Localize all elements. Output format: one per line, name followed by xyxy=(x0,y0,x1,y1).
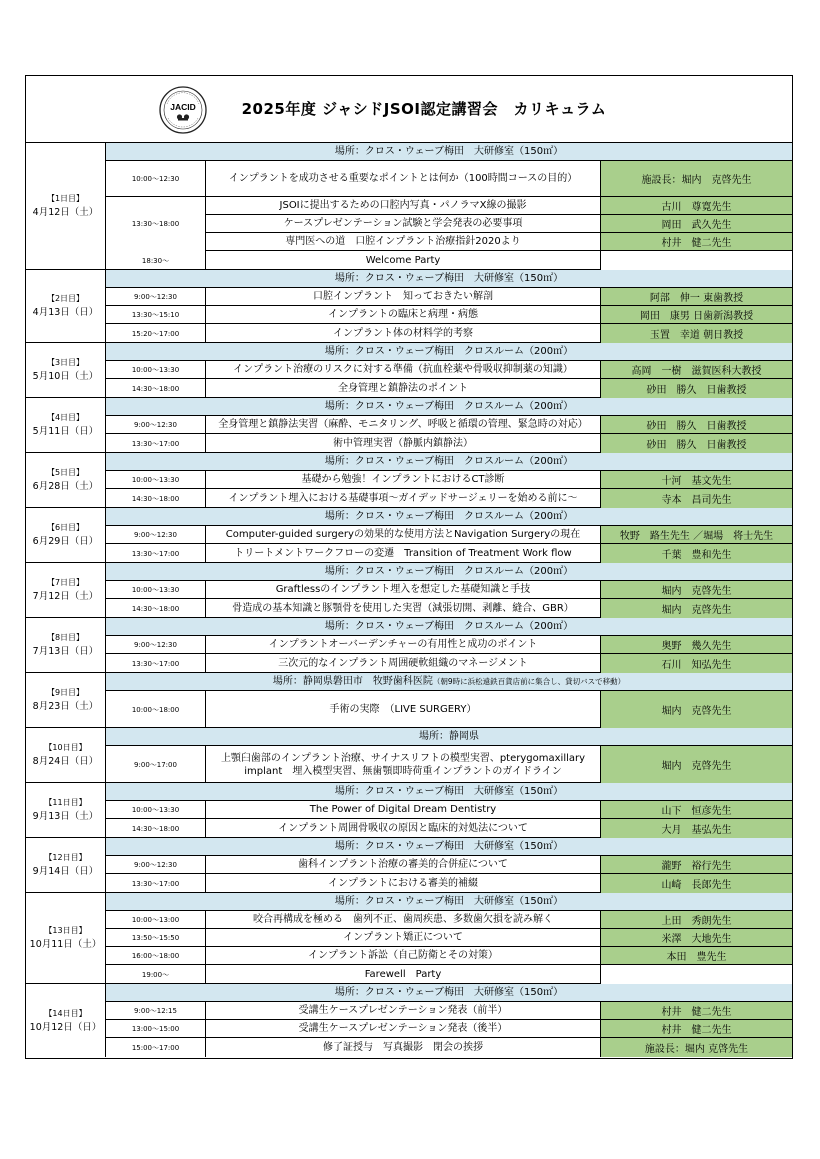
day-number: 【13日目】 xyxy=(44,926,87,935)
topic-cell: 専門医への道 口腔インプラント治療指針2020より xyxy=(206,233,601,250)
lecturer-cell: 砂田 勝久 日歯教授 xyxy=(601,379,792,398)
time-cell: 13:30～17:00 xyxy=(106,874,206,893)
topic-cell: インプラント治療のリスクに対する準備（抗血栓薬や骨吸収抑制薬の知識） xyxy=(206,361,601,378)
session-day-4 xyxy=(26,398,792,453)
venue-row xyxy=(106,398,792,416)
time-cell: 13:30～15:10 xyxy=(106,306,206,323)
time-cell: 13:30～18:00 xyxy=(106,197,206,251)
time-cell: 10:00～18:00 xyxy=(106,691,206,728)
lecture-row xyxy=(106,215,792,233)
topic-cell: Graftlessのインプラント埋入を想定した基礎知識と手技 xyxy=(206,581,601,598)
session-day-14 xyxy=(26,984,792,1057)
lecture-row xyxy=(106,599,792,618)
topic-cell: The Power of Digital Dream Dentistry xyxy=(206,801,601,818)
lecturer-cell: 村井 健二先生 xyxy=(601,1020,792,1037)
lecture-row xyxy=(106,636,792,654)
venue-label: 場所：クロス・ウェーブ梅田 クロスルーム（200㎡） xyxy=(324,621,574,632)
venue-label: 場所：クロス・ウェーブ梅田 クロスルーム（200㎡） xyxy=(324,401,574,412)
lecturer-cell: 山崎 長郎先生 xyxy=(601,874,792,893)
day-date: 6月28日（土） xyxy=(32,481,99,492)
venue-label: 場所：クロス・ウェーブ梅田 大研修室（150㎡） xyxy=(334,987,564,998)
time-cell: 9:00～12:15 xyxy=(106,1002,206,1019)
day-number: 【10日目】 xyxy=(44,743,87,752)
lecturer-cell: 施設長：堀内 克啓先生 xyxy=(601,161,792,196)
day-number: 【2日目】 xyxy=(46,294,85,303)
day-date: 4月12日（土） xyxy=(32,207,99,218)
time-cell: 10:00～13:30 xyxy=(106,471,206,488)
lecturer-cell: 山下 恒彦先生 xyxy=(601,801,792,818)
lecturer-cell: 堀内 克啓先生 xyxy=(601,599,792,618)
lecturer-cell: 岡田 武久先生 xyxy=(601,215,792,232)
lecturer-cell: 堀内 克啓先生 xyxy=(601,746,792,783)
day-cell xyxy=(26,838,106,892)
lecturer-cell: 寺本 昌司先生 xyxy=(601,489,792,508)
day-date: 10月11日（土） xyxy=(29,939,102,950)
venue-row xyxy=(106,984,792,1002)
lecturer-cell: 砂田 勝久 日歯教授 xyxy=(601,434,792,453)
topic-cell: インプラント体の材料学的考察 xyxy=(206,324,601,343)
day-date: 7月13日（日） xyxy=(32,646,99,657)
day-number: 【7日目】 xyxy=(46,578,85,587)
time-cell: 9:00～12:30 xyxy=(106,288,206,305)
time-cell: 9:00～12:30 xyxy=(106,856,206,873)
lecturer-cell xyxy=(601,965,792,984)
venue-row xyxy=(106,343,792,361)
day-number: 【6日目】 xyxy=(46,523,85,532)
lecturer-cell: 瀧野 裕行先生 xyxy=(601,856,792,873)
venue-label: 場所：クロス・ウェーブ梅田 クロスルーム（200㎡） xyxy=(324,346,574,357)
topic-cell: 口腔インプラント 知っておきたい解剖 xyxy=(206,288,601,305)
day-cell xyxy=(26,343,106,397)
session-day-11 xyxy=(26,783,792,838)
lecture-row xyxy=(106,324,792,343)
lecture-row xyxy=(106,526,792,544)
lecturer-cell: 十河 基文先生 xyxy=(601,471,792,488)
lecture-row xyxy=(106,856,792,874)
day-cell xyxy=(26,893,106,983)
lecturer-cell: 大月 基弘先生 xyxy=(601,819,792,838)
topic-cell: ケースプレゼンテーション試験と学会発表の必要事項 xyxy=(206,215,601,232)
venue-row xyxy=(106,893,792,911)
time-cell: 13:30～17:00 xyxy=(106,654,206,673)
session-day-5 xyxy=(26,453,792,508)
session-day-10 xyxy=(26,728,792,783)
lecturer-cell: 岡田 康男 日歯新潟教授 xyxy=(601,306,792,323)
svg-text:JACID: JACID xyxy=(170,102,196,112)
lecture-row xyxy=(106,434,792,453)
lecture-row xyxy=(106,306,792,324)
time-cell: 19:00～ xyxy=(106,965,206,984)
topic-cell: 三次元的なインプラント周囲硬軟組織のマネージメント xyxy=(206,654,601,673)
session-day-2 xyxy=(26,270,792,343)
venue-label: 場所：クロス・ウェーブ梅田 大研修室（150㎡） xyxy=(334,896,564,907)
time-cell: 9:00～17:00 xyxy=(106,746,206,783)
lecture-row xyxy=(106,416,792,434)
time-cell: 9:00～12:30 xyxy=(106,416,206,433)
topic-cell: 受講生ケースプレゼンテーション発表（後半） xyxy=(206,1020,601,1037)
lecture-row xyxy=(106,654,792,673)
session-day-13 xyxy=(26,893,792,984)
lecturer-cell: 石川 知弘先生 xyxy=(601,654,792,673)
time-cell: 10:00～13:30 xyxy=(106,581,206,598)
topic-cell: インプラント周囲骨吸収の原因と臨床的対処法について xyxy=(206,819,601,838)
time-cell: 10:00～13:30 xyxy=(106,361,206,378)
day-number: 【3日目】 xyxy=(46,358,85,367)
topic-cell: インプラント埋入における基礎事項～ガイデッドサージェリーを始める前に～ xyxy=(206,489,601,508)
lecture-row xyxy=(106,581,792,599)
topic-cell: インプラントを成功させる重要なポイントとは何か（100時間コースの目的） xyxy=(206,161,601,196)
lecture-row xyxy=(106,379,792,398)
day-cell xyxy=(26,984,106,1057)
lecturer-cell: 玉置 幸道 朝日教授 xyxy=(601,324,792,343)
lecturer-cell: 施設長：堀内 克啓先生 xyxy=(601,1038,792,1057)
topic-cell: 骨造成の基本知識と豚顎骨を使用した実習（減張切開、剥離、縫合、GBR） xyxy=(206,599,601,618)
day-cell xyxy=(26,398,106,452)
lecture-row xyxy=(106,947,792,965)
venue-label: 場所：静岡県磐田市 牧野歯科医院 xyxy=(272,676,433,687)
topic-cell: インプラント訴訟（自己防衛とその対策） xyxy=(206,947,601,964)
time-cell: 13:50～15:50 xyxy=(106,929,206,946)
lecturer-cell: 堀内 克啓先生 xyxy=(601,581,792,598)
venue-row xyxy=(106,143,792,161)
venue-label: 場所：クロス・ウェーブ梅田 大研修室（150㎡） xyxy=(334,273,564,284)
lecture-row xyxy=(106,251,792,270)
venue-label: 場所：クロス・ウェーブ梅田 クロスルーム（200㎡） xyxy=(324,511,574,522)
lecture-row xyxy=(106,746,792,783)
time-cell: 14:30～18:00 xyxy=(106,819,206,838)
session-day-12 xyxy=(26,838,792,893)
topic-cell: Farewell Party xyxy=(206,965,601,984)
lecture-row xyxy=(106,161,792,197)
venue-row xyxy=(106,270,792,288)
time-cell: 13:30～17:00 xyxy=(106,434,206,453)
page-title: 2025年度 ジャシドJSOI認定講習会 カリキュラム xyxy=(241,100,607,118)
lecture-row xyxy=(106,471,792,489)
venue-row xyxy=(106,728,792,746)
topic-cell: インプラントオーバーデンチャーの有用性と成功のポイント xyxy=(206,636,601,653)
lecture-row xyxy=(106,1002,792,1020)
lecturer-cell: 堀内 克啓先生 xyxy=(601,691,792,728)
day-cell xyxy=(26,453,106,507)
lecture-row xyxy=(106,929,792,947)
topic-cell: インプラントにおける審美的補綴 xyxy=(206,874,601,893)
lecturer-cell xyxy=(601,251,792,270)
venue-label: 場所：クロス・ウェーブ梅田 大研修室（150㎡） xyxy=(334,841,564,852)
session-day-6 xyxy=(26,508,792,563)
day-cell xyxy=(26,618,106,672)
venue-row xyxy=(106,838,792,856)
venue-note: （朝9時に浜松遠鉄百貨店前に集合し、貸切バスで移動） xyxy=(432,677,626,686)
topic-cell: 咬合再構成を極める 歯列不正、歯周疾患、多数歯欠損を読み解く xyxy=(206,911,601,928)
day-cell xyxy=(26,783,106,837)
day-number: 【4日目】 xyxy=(46,413,85,422)
time-cell: 10:00～13:30 xyxy=(106,801,206,818)
lecturer-cell: 奥野 幾久先生 xyxy=(601,636,792,653)
day-date: 10月12日（日） xyxy=(29,1021,102,1033)
lecture-row xyxy=(106,965,792,984)
time-cell: 15:00～17:00 xyxy=(106,1038,206,1057)
topic-cell: インプラントの臨床と病理・病態 xyxy=(206,306,601,323)
day-date: 7月12日（土） xyxy=(32,591,99,602)
time-cell: 9:00～12:30 xyxy=(106,526,206,543)
time-cell: 18:30～ xyxy=(106,251,206,270)
day-number: 【9日目】 xyxy=(46,688,85,697)
lecturer-cell: 本田 豊先生 xyxy=(601,947,792,964)
lecturer-cell: 高岡 一樹 滋賀医科大教授 xyxy=(601,361,792,378)
day-cell xyxy=(26,143,106,269)
time-cell: 10:00～12:30 xyxy=(106,161,206,196)
lecture-row xyxy=(106,1038,792,1057)
topic-cell: Computer-guided surgeryの効果的な使用方法とNavigation Surgeryの現在 xyxy=(206,526,601,543)
lecturer-cell: 砂田 勝久 日歯教授 xyxy=(601,416,792,433)
lecture-row xyxy=(106,801,792,819)
time-cell: 14:30～18:00 xyxy=(106,379,206,398)
header xyxy=(26,76,792,143)
time-cell: 14:30～18:00 xyxy=(106,599,206,618)
lecture-row xyxy=(106,1020,792,1038)
day-date: 5月11日（日） xyxy=(32,426,99,437)
lecture-row xyxy=(106,691,792,728)
topic-cell: JSOIに提出するための口腔内写真・パノラマX線の撮影 xyxy=(206,197,601,214)
time-cell: 13:00～15:00 xyxy=(106,1020,206,1037)
topic-cell: 歯科インプラント治療の審美的合併症について xyxy=(206,856,601,873)
day-date: 8月23日（土） xyxy=(32,701,99,712)
lecturer-cell: 千葉 豊和先生 xyxy=(601,544,792,563)
lecturer-cell: 牧野 路生先生 ／堀場 将士先生 xyxy=(601,526,792,543)
session-day-3 xyxy=(26,343,792,398)
session-day-1 xyxy=(26,143,792,270)
day-number: 【14日目】 xyxy=(44,1008,87,1018)
day-date: 6月29日（日） xyxy=(32,536,99,547)
lecture-row xyxy=(106,489,792,508)
curriculum-sheet xyxy=(25,75,793,1059)
venue-row xyxy=(106,563,792,581)
lecturer-cell: 阿部 伸一 東歯教授 xyxy=(601,288,792,305)
venue-label: 場所：クロス・ウェーブ梅田 クロスルーム（200㎡） xyxy=(324,566,574,577)
lecture-row xyxy=(106,233,792,251)
lecture-row xyxy=(106,544,792,563)
lecturer-cell: 上田 秀朗先生 xyxy=(601,911,792,928)
lecture-row xyxy=(106,288,792,306)
day-cell xyxy=(26,508,106,562)
session-day-8 xyxy=(26,618,792,673)
day-number: 【12日目】 xyxy=(44,853,87,862)
day-date: 4月13日（日） xyxy=(32,307,99,318)
venue-row xyxy=(106,453,792,471)
topic-cell: インプラント矯正について xyxy=(206,929,601,946)
venue-row xyxy=(106,618,792,636)
day-date: 9月14日（日） xyxy=(32,866,99,877)
day-date: 5月10日（土） xyxy=(32,371,99,382)
day-cell xyxy=(26,563,106,617)
lecturer-cell: 村井 健二先生 xyxy=(601,1002,792,1019)
venue-row xyxy=(106,783,792,801)
day-number: 【5日目】 xyxy=(46,468,85,477)
session-day-7 xyxy=(26,563,792,618)
venue-label: 場所：静岡県 xyxy=(419,731,479,742)
day-number: 【11日目】 xyxy=(44,798,87,807)
topic-cell: 全身管理と鎮静法のポイント xyxy=(206,379,601,398)
day-cell xyxy=(26,728,106,782)
session-day-9 xyxy=(26,673,792,728)
lecturer-cell: 村井 健二先生 xyxy=(601,233,792,250)
lecturer-cell: 米澤 大地先生 xyxy=(601,929,792,946)
topic-cell: 術中管理実習（静脈内鎮静法） xyxy=(206,434,601,453)
topic-cell: 全身管理と鎮静法実習（麻酔、モニタリング、呼吸と循環の管理、緊急時の対応） xyxy=(206,416,601,433)
topic-cell: 基礎から勉強！インプラントにおけるCT診断 xyxy=(206,471,601,488)
topic-cell: 上顎臼歯部のインプラント治療、サイナスリフトの模型実習、pterygomaxillary implant 埋入模型実習、無歯顎即時荷重インプラントのガイドライン xyxy=(206,746,601,783)
time-cell: 14:30～18:00 xyxy=(106,489,206,508)
time-cell: 9:00～12:30 xyxy=(106,636,206,653)
venue-label: 場所：クロス・ウェーブ梅田 クロスルーム（200㎡） xyxy=(324,456,574,467)
topic-cell: 修了証授与 写真撮影 閉会の挨拶 xyxy=(206,1038,601,1057)
topic-cell: 受講生ケースプレゼンテーション発表（前半） xyxy=(206,1002,601,1019)
lecturer-cell: 古川 尊寛先生 xyxy=(601,197,792,214)
venue-row xyxy=(106,508,792,526)
time-cell: 15:20～17:00 xyxy=(106,324,206,343)
topic-cell: 手術の実際 （LIVE SURGERY） xyxy=(206,691,601,728)
venue-row xyxy=(106,673,792,691)
day-date: 9月13日（土） xyxy=(32,811,99,822)
day-number: 【1日目】 xyxy=(46,194,85,203)
topic-cell: Welcome Party xyxy=(206,251,601,270)
day-cell xyxy=(26,673,106,727)
venue-label: 場所：クロス・ウェーブ梅田 大研修室（150㎡） xyxy=(334,146,564,157)
day-date: 8月24日（日） xyxy=(32,756,99,767)
time-cell: 10:00～13:00 xyxy=(106,911,206,928)
day-number: 【8日目】 xyxy=(46,633,85,642)
topic-cell: トリートメントワークフローの変遷 Transition of Treatment Work flow xyxy=(206,544,601,563)
lecture-row xyxy=(106,874,792,893)
day-cell xyxy=(26,270,106,342)
lecture-row xyxy=(106,819,792,838)
time-cell: 13:30～17:00 xyxy=(106,544,206,563)
time-cell: 16:00～18:00 xyxy=(106,947,206,964)
venue-label: 場所：クロス・ウェーブ梅田 大研修室（150㎡） xyxy=(334,786,564,797)
lecture-row xyxy=(106,361,792,379)
lecture-row xyxy=(106,911,792,929)
